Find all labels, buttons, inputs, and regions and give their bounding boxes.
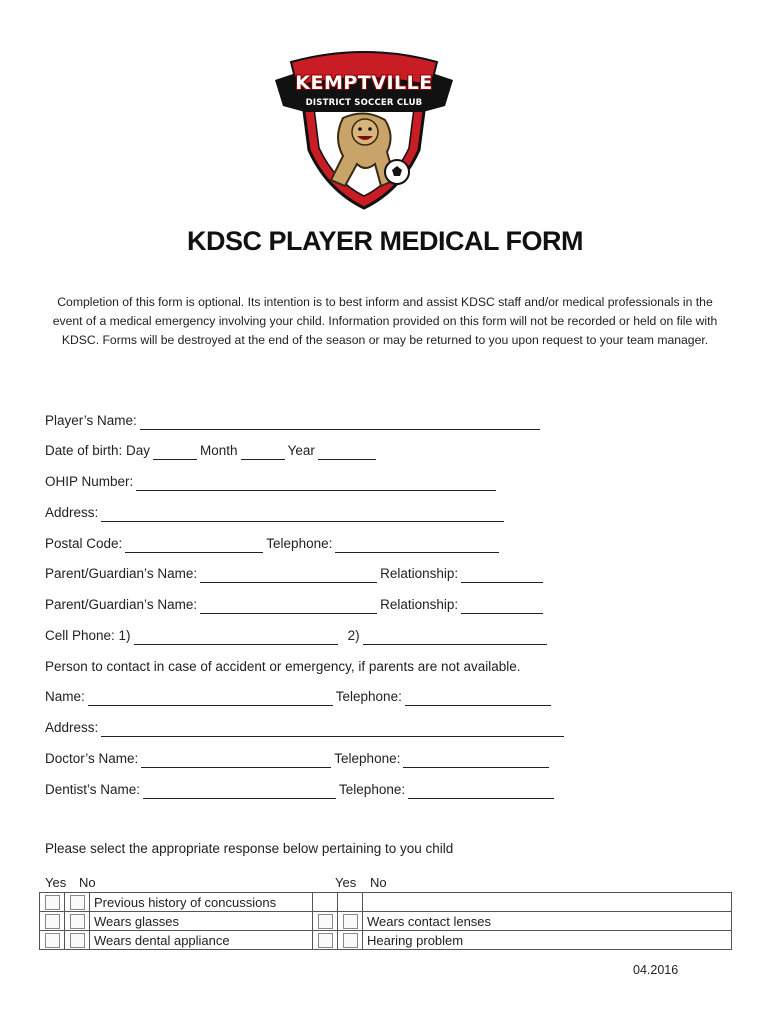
address-row — [45, 504, 507, 522]
no-checkbox[interactable] — [343, 933, 358, 948]
cell2-label: 2) — [347, 628, 360, 643]
contact-note: Person to contact in case of accident or emergency, if parents are not available. — [45, 659, 521, 674]
condition-label: Hearing problem — [363, 931, 732, 950]
no-checkbox[interactable] — [70, 895, 85, 910]
no-checkbox[interactable] — [70, 914, 85, 929]
yes-header-left: Yes — [45, 875, 67, 890]
postal-row — [45, 535, 502, 553]
doctor-input[interactable] — [141, 753, 331, 768]
year-label: Year — [287, 443, 315, 458]
address-input[interactable] — [101, 507, 504, 522]
players-name-input[interactable] — [140, 415, 540, 430]
select-instructions: Please select the appropriate response below pertaining to you child — [45, 841, 454, 856]
ohip-label: OHIP Number: — [45, 474, 134, 489]
table-row — [40, 893, 732, 912]
cell-row — [45, 627, 550, 645]
dentist-row — [45, 781, 557, 799]
relationship2-input[interactable] — [461, 599, 543, 614]
condition-label: Previous history of concussions — [90, 893, 313, 912]
cell2-input[interactable] — [363, 630, 547, 645]
table-row — [40, 931, 732, 950]
dob-day-input[interactable] — [153, 445, 197, 460]
intro-text: Completion of this form is optional. Its intention is to best inform and assist KDSC staff and/or medical professionals in the event of a medical emergency involving your child. Information provided on this form will not be recorded or held on file with KDSC. Forms will be destroyed at the end of the season or may be returned to you upon request to your team manager. — [52, 295, 718, 347]
contact-name-row — [45, 688, 554, 706]
dentist-telephone-label: Telephone: — [339, 782, 406, 797]
yes-header-right: Yes — [335, 875, 357, 890]
yes-checkbox[interactable] — [45, 895, 60, 910]
parent1-row — [45, 565, 546, 583]
relationship2-label: Relationship: — [380, 597, 459, 612]
dob-year-input[interactable] — [318, 445, 376, 460]
parent1-label: Parent/Guardian’s Name: — [45, 566, 198, 581]
contact-telephone-input[interactable] — [405, 691, 551, 706]
condition-label: Wears glasses — [90, 912, 313, 931]
yes-checkbox[interactable] — [318, 914, 333, 929]
telephone-input[interactable] — [335, 538, 499, 553]
ohip-input[interactable] — [136, 476, 496, 491]
condition-label: Wears dental appliance — [90, 931, 313, 950]
month-label: Month — [200, 443, 238, 458]
yes-checkbox[interactable] — [45, 933, 60, 948]
logo-line1: KEMPTVILLE — [295, 72, 433, 94]
postal-code-input[interactable] — [125, 538, 263, 553]
contact-name-input[interactable] — [88, 691, 333, 706]
telephone-label: Telephone: — [266, 536, 333, 551]
contact-address-row — [45, 719, 567, 737]
parent2-row — [45, 596, 546, 614]
contact-address-input[interactable] — [101, 722, 564, 737]
dob-label: Date of birth: Day — [45, 443, 151, 458]
contact-telephone-label: Telephone: — [335, 689, 402, 704]
revision-date: 04.2016 — [633, 963, 679, 977]
doctor-telephone-input[interactable] — [403, 753, 549, 768]
no-checkbox[interactable] — [70, 933, 85, 948]
parent2-input[interactable] — [200, 599, 377, 614]
cell1-label: Cell Phone: 1) — [45, 628, 131, 643]
table-row — [40, 912, 732, 931]
dob-row — [45, 442, 379, 460]
doctor-telephone-label: Telephone: — [334, 751, 401, 766]
parent1-input[interactable] — [200, 568, 377, 583]
postal-code-label: Postal Code: — [45, 536, 123, 551]
dentist-telephone-input[interactable] — [408, 784, 554, 799]
parent2-label: Parent/Guardian’s Name: — [45, 597, 198, 612]
dob-month-input[interactable] — [241, 445, 285, 460]
address-label: Address: — [45, 505, 99, 520]
relationship1-label: Relationship: — [380, 566, 459, 581]
no-checkbox[interactable] — [343, 914, 358, 929]
form-title: KDSC PLAYER MEDICAL FORM — [186, 226, 584, 256]
contact-name-label: Name: — [45, 689, 85, 704]
players-name-label: Player’s Name: — [45, 413, 137, 428]
condition-label — [363, 893, 732, 912]
yes-checkbox[interactable] — [318, 933, 333, 948]
doctor-row — [45, 750, 552, 768]
players-name-row — [45, 412, 543, 430]
club-logo — [273, 40, 455, 212]
doctor-label: Doctor’s Name: — [45, 751, 139, 766]
no-header-left: No — [79, 875, 96, 890]
dentist-label: Dentist’s Name: — [45, 782, 141, 797]
yes-checkbox[interactable] — [45, 914, 60, 929]
no-header-right: No — [370, 875, 387, 890]
dentist-input[interactable] — [143, 784, 336, 799]
ohip-row — [45, 473, 499, 491]
cougar-crest-icon — [273, 40, 455, 212]
contact-address-label: Address: — [45, 720, 99, 735]
logo-line2: DISTRICT SOCCER CLUB — [305, 98, 423, 108]
condition-label: Wears contact lenses — [363, 912, 732, 931]
conditions-table — [39, 892, 732, 950]
relationship1-input[interactable] — [461, 568, 543, 583]
cell1-input[interactable] — [134, 630, 338, 645]
